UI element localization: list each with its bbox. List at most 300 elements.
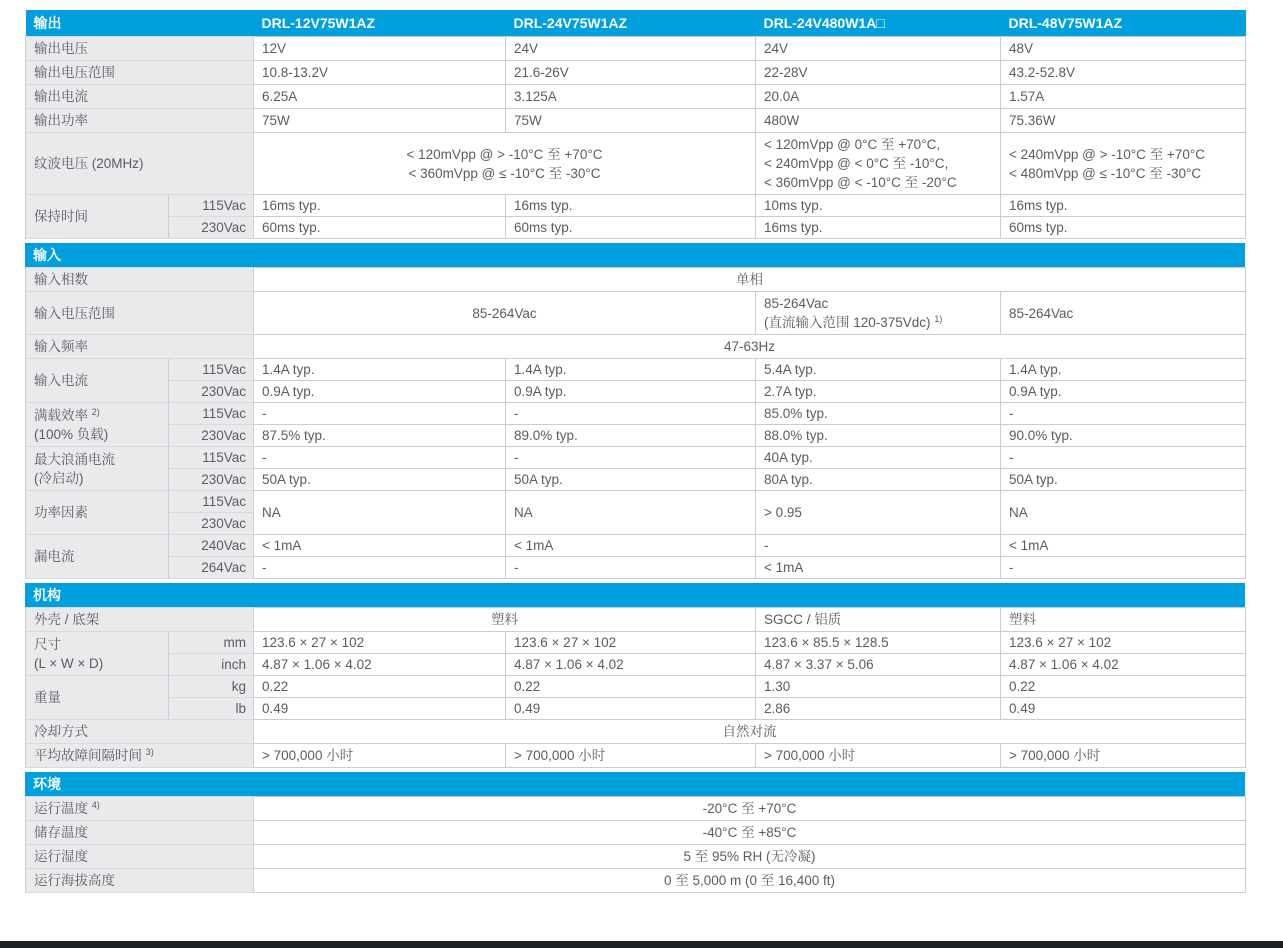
spec-row <box>26 869 1246 893</box>
row-label-text: 尺寸 <box>34 636 61 652</box>
spec-cell <box>254 491 506 535</box>
column-header: DRL-12V75W1AZ <box>254 10 506 37</box>
spec-cell-line: > 700,000 小时 <box>262 748 354 763</box>
spec-cell <box>1001 632 1246 654</box>
spec-cell-line: 0.9A typ. <box>262 384 315 399</box>
spec-cell-line: 123.6 × 27 × 102 <box>262 635 365 650</box>
condition-label: lb <box>169 698 254 720</box>
row-label <box>26 720 254 744</box>
spec-cell <box>506 698 756 720</box>
condition-label: 115Vac <box>169 195 254 217</box>
spec-row <box>26 698 1246 720</box>
spec-cell-line: 0.49 <box>1009 701 1036 716</box>
spec-row <box>26 61 1246 85</box>
spec-cell-line: NA <box>262 505 281 520</box>
row-label-text: 满载效率 $^{2)}$ <box>34 406 100 423</box>
spec-row <box>26 447 1246 469</box>
condition-label: mm <box>169 632 254 654</box>
condition-label: 230Vac <box>169 217 254 239</box>
spec-row <box>26 491 1246 513</box>
spec-cell <box>756 109 1001 133</box>
spec-cell-line: 0.49 <box>262 701 289 716</box>
condition-label: 240Vac <box>169 535 254 557</box>
spec-cell-line: - <box>1009 450 1014 465</box>
spec-cell <box>756 292 1001 335</box>
spec-cell-line: < 360mVpp @ < -10°C 至 -20°C <box>764 175 957 190</box>
row-label <box>26 869 254 893</box>
spec-cell-line: 43.2-52.8V <box>1009 65 1076 80</box>
spec-cell <box>1001 557 1246 579</box>
condition-label: 115Vac <box>169 491 254 513</box>
row-label-text: 功率因素 <box>34 505 88 520</box>
spec-cell <box>254 535 506 557</box>
spec-cell-line: 0.22 <box>1009 679 1036 694</box>
spec-cell <box>1001 469 1246 491</box>
bottom-page-edge <box>0 941 1283 948</box>
spec-cell-line: 60ms typ. <box>1009 220 1068 235</box>
spec-cell-line: 50A typ. <box>262 472 311 487</box>
spec-cell <box>756 425 1001 447</box>
spec-cell-line: 10.8-13.2V <box>262 65 329 80</box>
spec-cell-line: < 240mVpp @ < 0°C 至 -10°C, <box>764 156 949 171</box>
spec-table <box>25 267 1246 579</box>
spec-cell-line: 16ms typ. <box>262 198 321 213</box>
spec-cell <box>254 821 1246 845</box>
spec-cell <box>756 133 1001 195</box>
spec-cell-line: < 240mVpp @ > -10°C 至 +70°C <box>1009 146 1205 162</box>
spec-cell-line: - <box>1009 560 1014 575</box>
spec-cell-line: 24V <box>764 41 789 56</box>
spec-row <box>26 359 1246 381</box>
spec-cell-line: < 120mVpp @ > -10°C 至 +70°C <box>406 146 603 162</box>
spec-cell-line: 16ms typ. <box>1009 198 1068 213</box>
row-label <box>26 37 254 61</box>
spec-cell-line: 塑料 <box>491 612 519 627</box>
spec-cell <box>506 632 756 654</box>
spec-cell-line: - <box>262 450 267 465</box>
spec-row <box>26 195 1246 217</box>
row-label <box>26 335 254 359</box>
footnote-marker: 3) <box>145 747 154 757</box>
spec-row <box>26 676 1246 698</box>
row-label <box>26 491 169 535</box>
spec-row <box>26 720 1246 744</box>
spec-cell-line: 40A typ. <box>764 450 813 465</box>
spec-cell-line: -40°C 至 +85°C <box>702 825 797 840</box>
spec-cell-line: 21.6-26V <box>514 65 569 80</box>
spec-cell-line: 0.49 <box>514 701 541 716</box>
spec-row <box>26 845 1246 869</box>
footnote-marker: 4) <box>91 800 100 810</box>
spec-row <box>26 109 1246 133</box>
row-label <box>26 195 169 239</box>
spec-cell <box>254 403 506 425</box>
spec-cell-line: 85-264Vac <box>472 305 537 321</box>
spec-cell-line: 60ms typ. <box>514 220 573 235</box>
spec-cell <box>1001 109 1246 133</box>
row-label-text: 输出电压 <box>34 41 88 56</box>
spec-cell <box>254 61 506 85</box>
spec-cell <box>756 632 1001 654</box>
spec-cell <box>254 632 506 654</box>
spec-cell-line: 4.87 × 3.37 × 5.06 <box>764 657 874 672</box>
spec-cell <box>756 359 1001 381</box>
row-label-text: 输出电流 <box>34 89 88 104</box>
spec-cell-line: 16ms typ. <box>764 220 823 235</box>
spec-cell <box>254 359 506 381</box>
spec-cell-line: 50A typ. <box>1009 472 1058 487</box>
row-label <box>26 292 254 335</box>
spec-cell <box>756 447 1001 469</box>
spec-cell <box>506 195 756 217</box>
spec-cell <box>506 37 756 61</box>
spec-cell <box>1001 61 1246 85</box>
spec-cell-line: - <box>514 450 519 465</box>
spec-cell <box>254 425 506 447</box>
spec-cell <box>1001 447 1246 469</box>
condition-label: 115Vac <box>169 359 254 381</box>
header-row <box>26 10 1246 37</box>
spec-cell-line: 50A typ. <box>514 472 563 487</box>
row-label-text: 输出功率 <box>34 113 88 128</box>
spec-cell-line: 80A typ. <box>764 472 813 487</box>
spec-cell <box>1001 535 1246 557</box>
spec-cell-line: 6.25A <box>262 89 298 104</box>
row-label-text: 输入电流 <box>34 373 88 388</box>
spec-cell <box>1001 381 1246 403</box>
spec-cell-line: < 120mVpp @ 0°C 至 +70°C, <box>764 137 941 152</box>
spec-cell <box>756 469 1001 491</box>
spec-cell <box>756 491 1001 535</box>
spec-cell-line: 0.9A typ. <box>514 384 567 399</box>
spec-cell-line: 24V <box>514 41 539 56</box>
row-label <box>26 608 254 632</box>
spec-cell <box>1001 744 1246 768</box>
spec-cell <box>254 869 1246 893</box>
spec-cell-line: 2.86 <box>764 701 791 716</box>
spec-cell <box>254 797 1246 821</box>
spec-row <box>26 85 1246 109</box>
section-header: 输入 <box>25 243 1245 267</box>
condition-label: 115Vac <box>169 403 254 425</box>
row-label <box>26 821 254 845</box>
spec-row <box>26 335 1246 359</box>
spec-cell <box>506 744 756 768</box>
spec-cell <box>254 469 506 491</box>
spec-cell <box>506 654 756 676</box>
spec-cell-line: 5.4A typ. <box>764 362 817 377</box>
spec-cell-line: > 0.95 <box>764 505 802 520</box>
spec-cell <box>1001 292 1246 335</box>
spec-cell <box>506 491 756 535</box>
spec-cell <box>254 268 1246 292</box>
row-label-text: 运行海拔高度 <box>34 873 115 888</box>
spec-row <box>26 744 1246 768</box>
spec-row <box>26 557 1246 579</box>
spec-cell <box>254 292 756 335</box>
section-header: 环境 <box>25 772 1245 796</box>
spec-cell-line: 22-28V <box>764 65 808 80</box>
spec-cell-line: 85-264Vac <box>764 296 829 311</box>
spec-cell <box>756 676 1001 698</box>
spec-cell-line: < 1mA <box>514 538 554 553</box>
spec-cell-line: SGCC / 铝质 <box>764 612 842 627</box>
spec-cell-line: 85.0% typ. <box>764 406 828 421</box>
spec-cell-line: 123.6 × 27 × 102 <box>514 635 617 650</box>
row-label <box>26 535 169 579</box>
spec-cell <box>1001 133 1246 195</box>
spec-cell <box>254 217 506 239</box>
spec-cell-line: - <box>262 406 267 421</box>
row-label-text: 平均故障间隔时间 $^{3)}$ <box>34 747 154 763</box>
spec-cell-line: 塑料 <box>1009 612 1037 627</box>
spec-row <box>26 632 1246 654</box>
spec-cell <box>1001 403 1246 425</box>
spec-row <box>26 535 1246 557</box>
spec-cell <box>1001 654 1246 676</box>
column-header: DRL-24V75W1AZ <box>506 10 756 37</box>
spec-cell <box>1001 491 1246 535</box>
spec-cell-line: 1.30 <box>764 679 791 694</box>
spec-cell-line: - <box>514 560 519 575</box>
spec-cell-line: < 1mA <box>764 560 804 575</box>
spec-row <box>26 403 1246 425</box>
spec-cell <box>506 359 756 381</box>
spec-cell <box>756 381 1001 403</box>
spec-cell-line: > 700,000 小时 <box>764 748 856 763</box>
spec-cell <box>756 85 1001 109</box>
spec-cell <box>506 217 756 239</box>
spec-cell-line: - <box>1009 406 1014 421</box>
spec-cell <box>254 447 506 469</box>
spec-cell-line: < 1mA <box>262 538 302 553</box>
spec-row <box>26 821 1246 845</box>
row-label-text: 运行湿度 <box>34 849 88 864</box>
row-label <box>26 109 254 133</box>
spec-cell <box>254 133 756 195</box>
spec-cell <box>756 557 1001 579</box>
spec-cell <box>254 37 506 61</box>
spec-table <box>25 607 1246 768</box>
condition-label: inch <box>169 654 254 676</box>
spec-cell-line: 0.22 <box>514 679 541 694</box>
condition-label: 264Vac <box>169 557 254 579</box>
row-label <box>26 61 254 85</box>
row-label <box>26 744 254 768</box>
spec-cell-line: 123.6 × 27 × 102 <box>1009 635 1112 650</box>
spec-cell-line: -20°C 至 +70°C <box>702 801 797 816</box>
spec-row <box>26 292 1246 335</box>
spec-cell-line: - <box>764 538 769 553</box>
spec-cell <box>756 403 1001 425</box>
spec-cell <box>506 425 756 447</box>
spec-cell-line: NA <box>514 505 533 520</box>
spec-cell <box>506 403 756 425</box>
spec-cell <box>506 676 756 698</box>
spec-cell-line: 4.87 × 1.06 × 4.02 <box>514 657 624 672</box>
spec-cell-line: - <box>514 406 519 421</box>
row-label-text: 外壳 / 底架 <box>34 612 100 627</box>
spec-cell <box>756 698 1001 720</box>
spec-cell-line: 20.0A <box>764 89 800 104</box>
spec-cell-line: 480W <box>764 113 800 128</box>
condition-label: 230Vac <box>169 425 254 447</box>
spec-cell <box>506 85 756 109</box>
spec-cell <box>254 698 506 720</box>
spec-cell-line: 48V <box>1009 41 1034 56</box>
spec-cell-line: 1.4A typ. <box>262 362 315 377</box>
spec-cell-line: 75.36W <box>1009 113 1056 128</box>
spec-cell-line: 4.87 × 1.06 × 4.02 <box>1009 657 1119 672</box>
spec-cell <box>756 217 1001 239</box>
column-header: DRL-48V75W1AZ <box>1001 10 1246 37</box>
spec-cell-line: 12V <box>262 41 287 56</box>
spec-cell <box>254 654 506 676</box>
spec-cell <box>254 744 506 768</box>
spec-row <box>26 217 1246 239</box>
spec-row <box>26 797 1246 821</box>
spec-cell-line: < 1mA <box>1009 538 1049 553</box>
spec-cell <box>506 557 756 579</box>
row-label <box>26 797 254 821</box>
spec-cell-line: 75W <box>262 113 290 128</box>
row-label-text: (L × W × D) <box>34 655 104 671</box>
spec-cell <box>254 85 506 109</box>
spec-cell-line: 47-63Hz <box>723 339 776 354</box>
spec-cell-line: 1.4A typ. <box>514 362 567 377</box>
row-label-text: (100% 负载) <box>34 426 109 442</box>
section-header: 机构 <box>25 583 1245 607</box>
spec-cell-line: 16ms typ. <box>514 198 573 213</box>
spec-cell <box>254 381 506 403</box>
spec-cell <box>1001 698 1246 720</box>
spec-cell <box>254 335 1246 359</box>
row-label <box>26 268 254 292</box>
spec-cell-line: 89.0% typ. <box>514 428 578 443</box>
spec-cell-line: 4.87 × 1.06 × 4.02 <box>262 657 372 672</box>
spec-cell-line: 0 至 5,000 m (0 至 16,400 ft) <box>663 873 836 888</box>
spec-cell <box>1001 359 1246 381</box>
row-label-text: 最大浪涌电流 <box>34 451 115 467</box>
spec-cell-line: > 700,000 小时 <box>1009 748 1101 763</box>
spec-row <box>26 268 1246 292</box>
spec-cell <box>506 381 756 403</box>
spec-cell <box>254 195 506 217</box>
spec-cell <box>756 195 1001 217</box>
spec-cell <box>254 676 506 698</box>
row-label-text: 输出电压范围 <box>34 65 115 80</box>
row-label <box>26 845 254 869</box>
row-label <box>26 403 169 447</box>
spec-cell <box>1001 85 1246 109</box>
spec-cell-line: > 700,000 小时 <box>514 748 606 763</box>
spec-cell-line: < 360mVpp @ ≤ -10°C 至 -30°C <box>408 165 601 181</box>
spec-cell <box>756 608 1001 632</box>
spec-cell <box>254 109 506 133</box>
spec-cell-line: NA <box>1009 505 1028 520</box>
row-label <box>26 632 169 676</box>
spec-cell-line: 1.57A <box>1009 89 1045 104</box>
spec-table <box>25 796 1246 893</box>
spec-cell <box>1001 37 1246 61</box>
spec-cell-line: 0.22 <box>262 679 289 694</box>
row-label-text: 运行温度 $^{4)}$ <box>34 800 100 816</box>
condition-label: 230Vac <box>169 469 254 491</box>
row-label-text: 输入相数 <box>34 272 88 287</box>
spec-cell <box>506 109 756 133</box>
row-label-text: 漏电流 <box>34 549 75 564</box>
spec-row <box>26 425 1246 447</box>
footnote-marker: 1) <box>934 314 943 324</box>
spec-cell <box>1001 425 1246 447</box>
spec-row <box>26 133 1246 195</box>
spec-cell <box>254 845 1246 869</box>
spec-cell-line: 2.7A typ. <box>764 384 817 399</box>
spec-cell-line: 1.4A typ. <box>1009 362 1062 377</box>
spec-cell <box>254 608 756 632</box>
condition-label: 230Vac <box>169 381 254 403</box>
spec-table <box>25 10 1246 239</box>
row-label-text: 纹波电压 (20MHz) <box>34 156 144 171</box>
spec-cell-line: 自然对流 <box>722 724 777 739</box>
row-label-text: 输入频率 <box>34 339 88 354</box>
spec-cell-line: 85-264Vac <box>1009 305 1074 321</box>
spec-row <box>26 608 1246 632</box>
spec-cell-line: 0.9A typ. <box>1009 384 1062 399</box>
spec-cell <box>756 654 1001 676</box>
row-label <box>26 676 169 720</box>
spec-cell <box>1001 217 1246 239</box>
row-label-text: (冷启动) <box>34 470 84 486</box>
spec-cell-line: 单相 <box>736 272 763 287</box>
spec-cell-line: 3.125A <box>514 89 557 104</box>
spec-cell <box>254 557 506 579</box>
condition-label: 115Vac <box>169 447 254 469</box>
spec-cell-line: 75W <box>514 113 542 128</box>
spec-cell-line: 123.6 × 85.5 × 128.5 <box>764 635 889 650</box>
row-label <box>26 133 254 195</box>
spec-cell <box>1001 608 1246 632</box>
spec-cell-line: 87.5% typ. <box>262 428 326 443</box>
spec-cell <box>756 744 1001 768</box>
spec-row <box>26 654 1246 676</box>
spec-row <box>26 469 1246 491</box>
row-label-text: 重量 <box>34 690 61 705</box>
row-label-text: 输入电压范围 <box>34 305 115 321</box>
spec-cell-line: 60ms typ. <box>262 220 321 235</box>
row-label <box>26 447 169 491</box>
spec-row <box>26 381 1246 403</box>
spec-cell <box>756 535 1001 557</box>
section-title: 输出 <box>26 10 254 37</box>
row-label <box>26 359 169 403</box>
spec-sheet <box>25 10 1245 893</box>
spec-cell <box>506 447 756 469</box>
spec-cell-line: < 480mVpp @ ≤ -10°C 至 -30°C <box>1009 165 1202 181</box>
spec-cell-line: - <box>262 560 267 575</box>
spec-cell-line: 90.0% typ. <box>1009 428 1073 443</box>
spec-row <box>26 37 1246 61</box>
footnote-marker: 2) <box>91 406 100 417</box>
spec-cell-line: 88.0% typ. <box>764 428 828 443</box>
spec-cell <box>254 720 1246 744</box>
spec-cell-line: (直流输入范围 120-375Vdc) $^{1)}$ <box>764 314 943 330</box>
spec-cell <box>1001 195 1246 217</box>
spec-cell <box>756 61 1001 85</box>
spec-cell <box>506 535 756 557</box>
row-label-text: 储存温度 <box>34 825 88 840</box>
spec-cell <box>506 61 756 85</box>
